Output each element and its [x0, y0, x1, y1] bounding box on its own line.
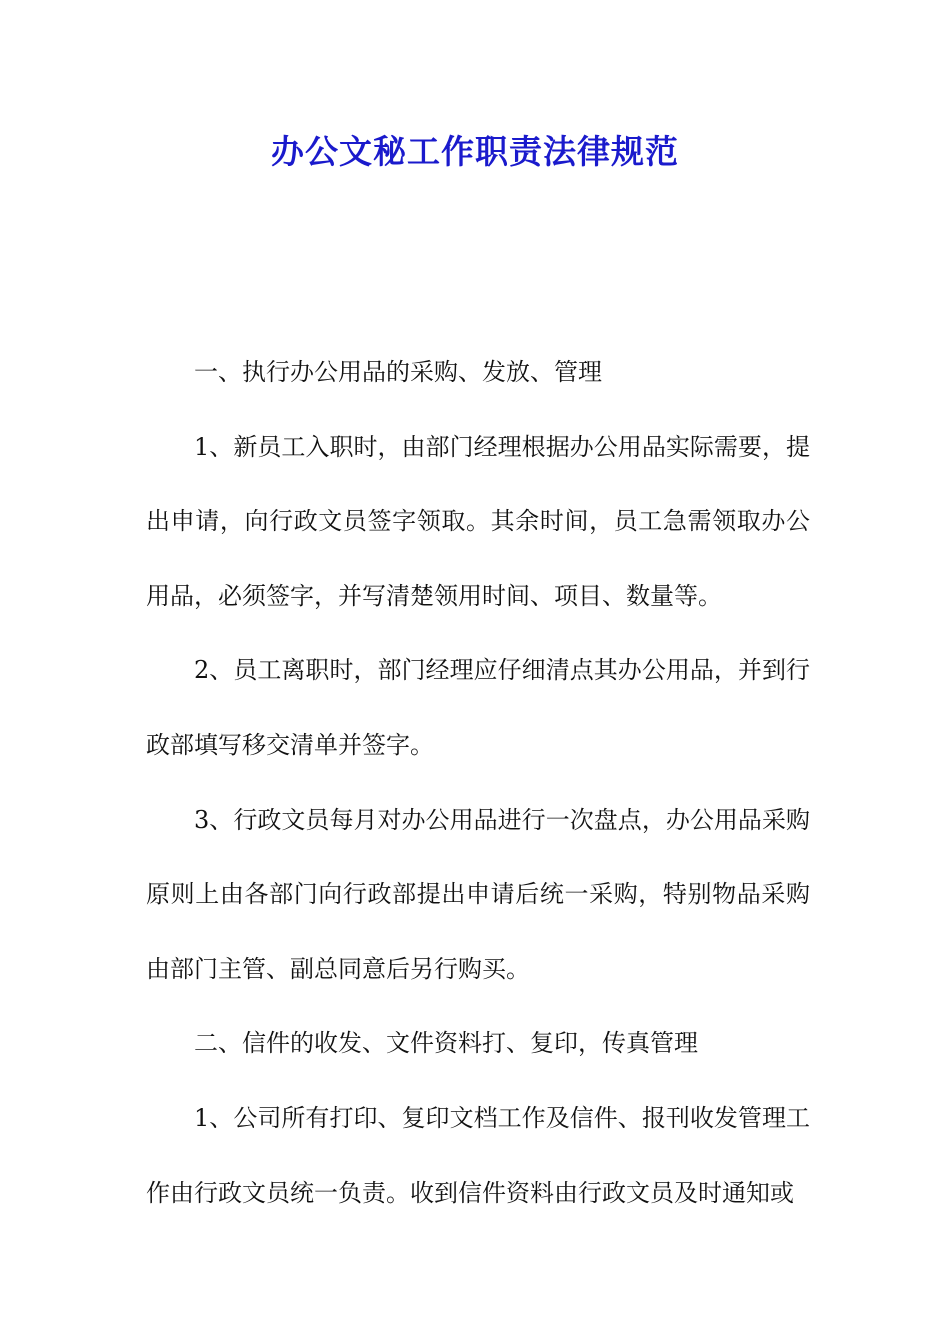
document-title: 办公文秘工作职责法律规范	[271, 132, 679, 171]
section-heading-1: 一、执行办公用品的采购、发放、管理	[194, 358, 602, 386]
section-heading-2: 二、信件的收发、文件资料打、复印，传真管理	[194, 1029, 698, 1058]
paragraph-1-3: 3、行政文员每月对办公用品进行一次盘点，办公用品采购原则上由各部门向行政部提出申请后统一采购，特别物品采购由部门主管、副总同意后另行购买。	[146, 805, 810, 983]
document-body	[146, 335, 810, 1230]
paragraph-1-2: 2、员工离职时，部门经理应仔细清点其办公用品，并到行政部填写移交清单并签字。	[146, 656, 810, 759]
paragraph-1-1: 1、新员工入职时，由部门经理根据办公用品实际需要，提出申请，向行政文员签字领取。其余时间，员工急需领取办公用品，必须签字，并写清楚领用时间、项目、数量等。	[146, 432, 810, 610]
paragraph-2-1: 1、公司所有打印、复印文档工作及信件、报刊收发管理工作由行政文员统一负责。收到信件资料由行政文员及时通知或	[146, 1103, 810, 1207]
